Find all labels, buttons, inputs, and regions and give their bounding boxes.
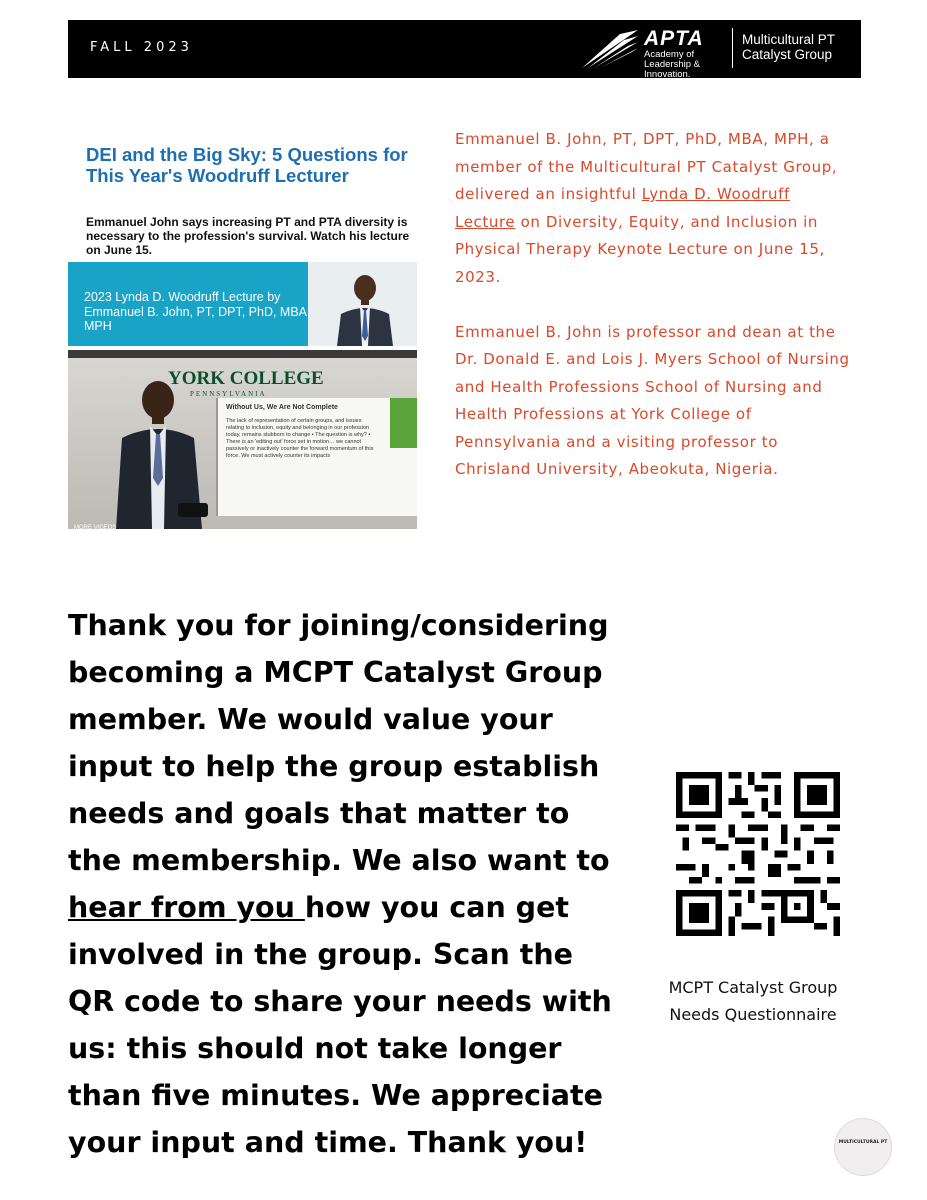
- woodruff-lecture-link[interactable]: Lynda D. Woodruff Lecture: [455, 185, 790, 231]
- qr-code-icon[interactable]: [676, 772, 840, 936]
- multicultural-pt-badge-logo: [834, 1118, 892, 1176]
- hear-from-you-link[interactable]: hear from you: [68, 891, 305, 924]
- apta-logo: [580, 26, 856, 80]
- article-header: [68, 134, 417, 262]
- video-brand: YORK COLLEGE: [168, 368, 324, 389]
- lecture-video[interactable]: [68, 350, 417, 529]
- thanks-text: how you can get involved in the group. Scan the QR code to share your needs with us: this should not take longer than five minutes. We appreciate your input and time. Thank you!: [68, 891, 612, 1159]
- bio-text: on Diversity, Equity, and Inclusion in Physical Therapy Keynote Lecture on June 15, 2023.: [455, 212, 825, 286]
- thanks-text: Thank you for joining/considering becoming a MCPT Catalyst Group member. We would value your input to help the group establish needs and goals that matter to the membership. We also want to: [68, 609, 610, 877]
- presentation-slide: [216, 398, 417, 516]
- bio-paragraph-1: [455, 126, 855, 291]
- apta-swoosh-icon: [580, 28, 640, 70]
- bio-text: Emmanuel B. John, PT, DPT, PhD, MBA, MPH, a member of the Multicultural PT Catalyst Group, delivered an insightful: [455, 130, 838, 203]
- qr-caption: MCPT Catalyst Group Needs Questionnaire: [668, 978, 838, 1024]
- header-bar: [68, 20, 861, 78]
- more-videos-link[interactable]: MORE VIDEOS: [74, 525, 117, 529]
- apta-subtitle: Academy of Leadership & Innovation.: [644, 49, 700, 80]
- video-frame: [68, 358, 417, 529]
- thank-you-message: [68, 602, 628, 1166]
- video-title-bar: [68, 350, 417, 358]
- speaker-portrait-image: [325, 266, 405, 346]
- apta-wordmark: APTA: [644, 27, 704, 50]
- article-subtitle: Emmanuel John says increasing PT and PTA diversity is necessary to the profession's survival. Watch his lecture on June 15.: [86, 215, 410, 257]
- group-name: Multicultural PT Catalyst Group: [742, 32, 835, 62]
- slide-title: Without Us, We Are Not Complete: [226, 404, 338, 411]
- bio-paragraph-2: Emmanuel B. John is professor and dean at the Dr. Donald E. and Lois J. Myers School of Nursing and Health Professions School of Nursing and Health Professions at York College of Pennsylvania and a visiting professor to Chrisland University, Abeokuta, Nigeria.: [455, 322, 850, 478]
- badge-text: MULTICULTURAL PT: [838, 1140, 888, 1145]
- article-card[interactable]: [68, 134, 417, 529]
- lecture-banner: [68, 262, 417, 346]
- banner-text: 2023 Lynda D. Woodruff Lecture by Emmanuel B. John, PT, DPT, PhD, MBA, MPH: [84, 290, 311, 333]
- video-brand-sub: PENNSYLVANIA: [190, 390, 267, 398]
- slide-accent: [390, 398, 417, 448]
- season-label: FALL 2023: [90, 40, 193, 55]
- slide-body: The lack of representation of certain groups, and issues relating to inclusion, equity and belonging in our profession today, remains stubborn to change • The question is why? • There is an 'editing out' force set in motion… we cannot passively or inactively counter the forward momentum of this force. We must actively counter its impacts: [226, 418, 374, 459]
- speaker-bio: [455, 126, 855, 484]
- speaker-video-figure: [106, 378, 216, 529]
- logo-divider: [732, 28, 733, 68]
- article-title: DEI and the Big Sky: 5 Questions for This Year's Woodruff Lecturer: [86, 144, 408, 186]
